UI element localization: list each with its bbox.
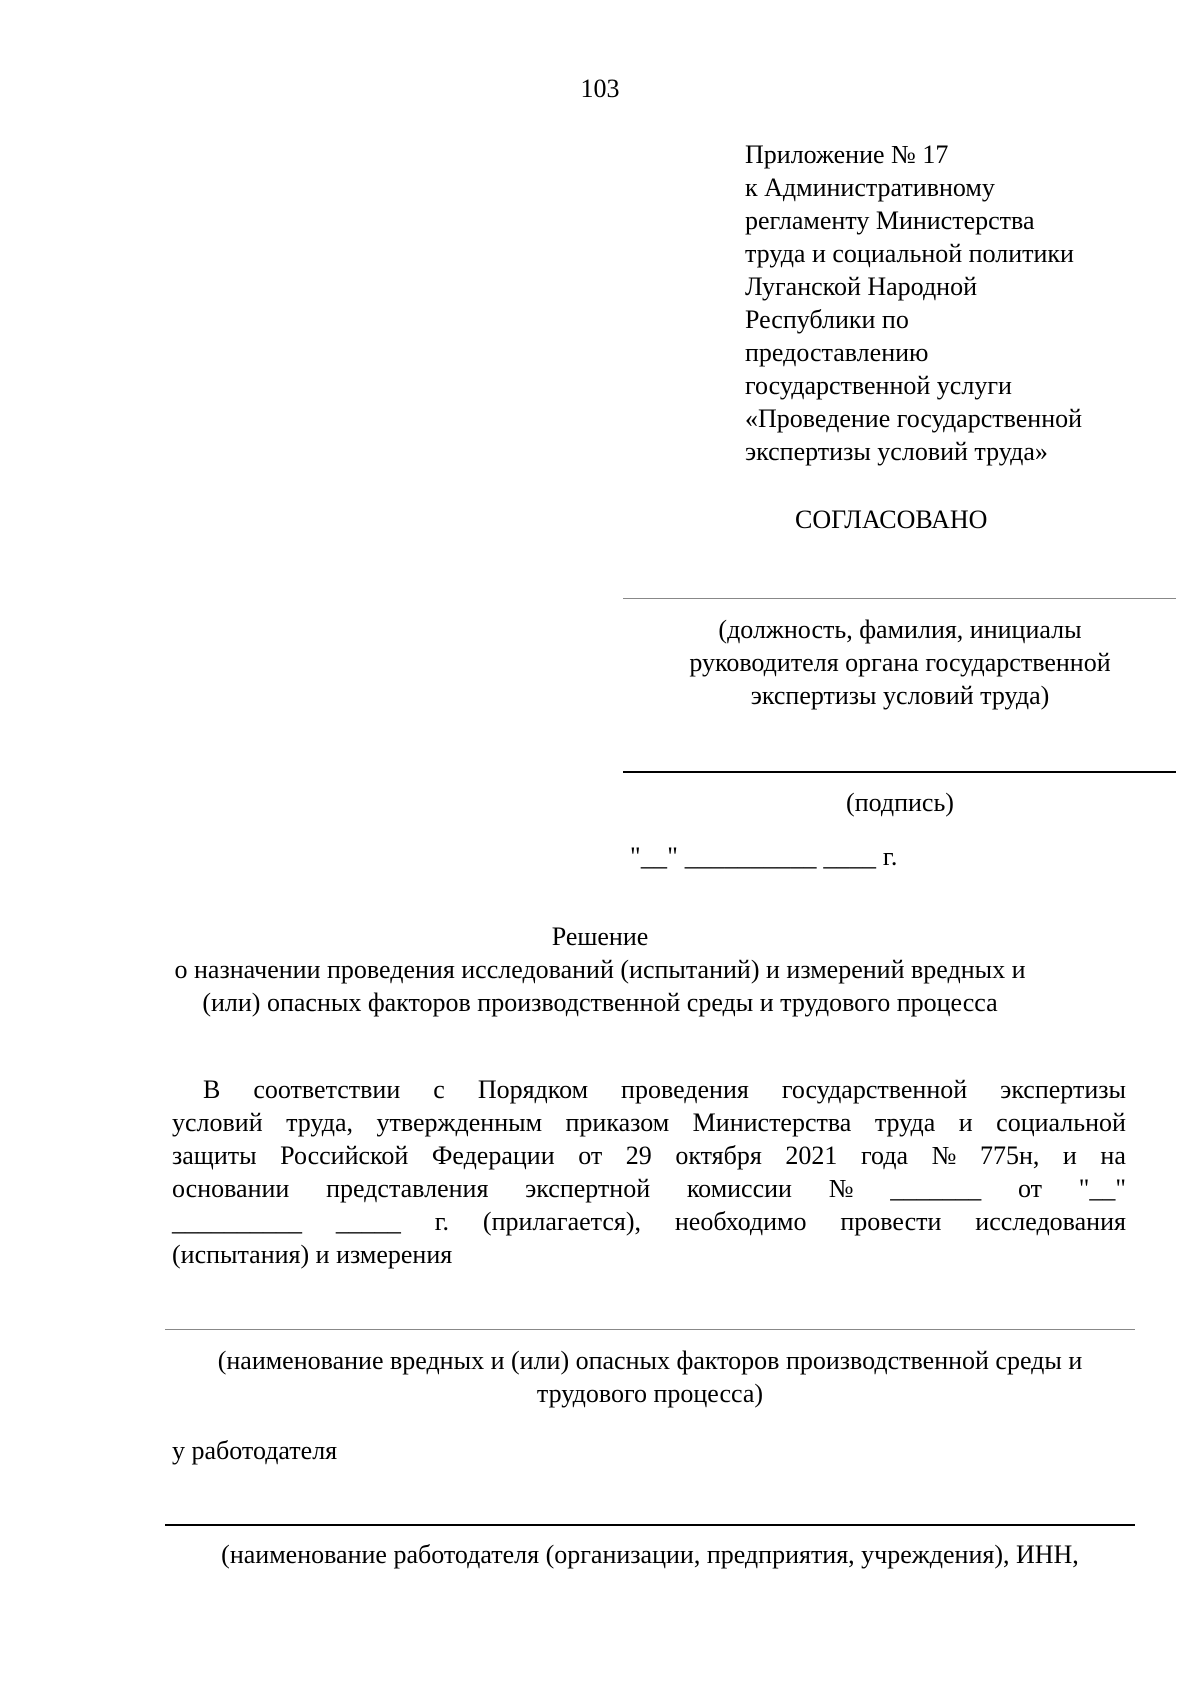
body-word: Порядком bbox=[477, 1075, 589, 1104]
body-word: г. bbox=[434, 1207, 450, 1236]
body-line bbox=[172, 1106, 1126, 1139]
body-word: 775н, bbox=[979, 1141, 1040, 1170]
signature-line bbox=[623, 771, 1176, 773]
body-word: соответствии bbox=[253, 1075, 401, 1104]
body-word: и bbox=[958, 1108, 973, 1137]
body-word: 2021 bbox=[785, 1141, 838, 1170]
body-word: основании bbox=[172, 1174, 290, 1203]
body-word: __________ bbox=[172, 1207, 302, 1236]
appendix-line: Приложение № 17 bbox=[745, 140, 949, 169]
head-caption-line: (должность, фамилия, инициалы bbox=[718, 615, 1082, 644]
body-word: октября bbox=[675, 1141, 762, 1170]
appendix-line: труда и социальной политики bbox=[745, 239, 1074, 268]
body-word: представления bbox=[326, 1174, 489, 1203]
body-word: проведения bbox=[621, 1075, 749, 1104]
body-word: (прилагается), bbox=[482, 1207, 641, 1236]
appendix-line: Республики по bbox=[745, 305, 909, 334]
appendix-line: Луганской Народной bbox=[745, 272, 977, 301]
factors-caption bbox=[165, 1344, 1135, 1410]
body-word: 29 bbox=[625, 1141, 652, 1170]
body-word: условий bbox=[172, 1108, 263, 1137]
body-word: _______ bbox=[890, 1174, 982, 1203]
body-line bbox=[172, 1073, 1126, 1106]
body-word: труда, bbox=[286, 1108, 354, 1137]
appendix-line: экспертизы условий труда» bbox=[745, 437, 1048, 466]
body-word: с bbox=[433, 1075, 445, 1104]
body-line bbox=[172, 1238, 1126, 1271]
factors-caption-line: (наименование вредных и (или) опасных факторов производственной среды и bbox=[217, 1346, 1083, 1375]
body-word: Министерства bbox=[692, 1108, 852, 1137]
factors-caption-line: трудового процесса) bbox=[536, 1379, 764, 1408]
body-word: государственной bbox=[781, 1075, 968, 1104]
body-word: № bbox=[828, 1174, 854, 1203]
appendix-header bbox=[745, 138, 1185, 468]
body-word: (испытания) и измерения bbox=[172, 1240, 453, 1269]
body-word: от bbox=[1017, 1174, 1043, 1203]
body-word: Российской bbox=[280, 1141, 409, 1170]
body-word: _____ bbox=[335, 1207, 401, 1236]
employer-line bbox=[165, 1524, 1135, 1526]
head-caption bbox=[625, 613, 1175, 712]
employer-label: у работодателя bbox=[172, 1436, 338, 1465]
body-word: "__" bbox=[1078, 1174, 1126, 1203]
body-word: приказом bbox=[565, 1108, 670, 1137]
head-caption-line: экспертизы условий труда) bbox=[750, 681, 1050, 710]
body-word: на bbox=[1100, 1141, 1126, 1170]
decision-body bbox=[172, 1073, 1126, 1271]
decision-heading bbox=[150, 920, 1050, 1019]
body-word: Федерации bbox=[431, 1141, 555, 1170]
body-word: исследования bbox=[975, 1207, 1126, 1236]
appendix-line: государственной услуги bbox=[745, 371, 1012, 400]
body-word: социальной bbox=[996, 1108, 1126, 1137]
body-line bbox=[172, 1205, 1126, 1238]
decision-title: Решение bbox=[551, 922, 649, 951]
page-number: 103 bbox=[580, 74, 620, 103]
approved-label: СОГЛАСОВАНО bbox=[795, 505, 988, 534]
body-word: экспертизы bbox=[1000, 1075, 1126, 1104]
signature-caption: (подпись) bbox=[846, 788, 954, 817]
appendix-line: к Административному bbox=[745, 173, 995, 202]
body-line bbox=[172, 1139, 1126, 1172]
body-word: от bbox=[578, 1141, 603, 1170]
appendix-line: регламенту Министерства bbox=[745, 206, 1035, 235]
factors-line bbox=[165, 1329, 1135, 1330]
head-caption-line: руководителя органа государственной bbox=[689, 648, 1111, 677]
body-word: В bbox=[203, 1075, 221, 1104]
decision-subtitle-line: (или) опасных факторов производственной среды и трудового процесса bbox=[202, 988, 998, 1017]
employer-caption: (наименование работодателя (организации, предприятия, учреждения), ИНН, bbox=[221, 1540, 1079, 1569]
head-name-line bbox=[623, 598, 1176, 599]
body-word: труда bbox=[874, 1108, 936, 1137]
body-word: утвержденным bbox=[376, 1108, 543, 1137]
body-line bbox=[172, 1172, 1126, 1205]
body-word: защиты bbox=[172, 1141, 257, 1170]
approval-date-line: "__" __________ ____ г. bbox=[630, 842, 898, 871]
decision-subtitle-line: о назначении проведения исследований (испытаний) и измерений вредных и bbox=[174, 955, 1026, 984]
appendix-line: предоставлению bbox=[745, 338, 929, 367]
appendix-line: «Проведение государственной bbox=[745, 404, 1083, 433]
body-word: № bbox=[931, 1141, 957, 1170]
body-word: экспертной bbox=[525, 1174, 651, 1203]
body-word: комиссии bbox=[686, 1174, 792, 1203]
body-word: и bbox=[1062, 1141, 1077, 1170]
body-word: года bbox=[860, 1141, 908, 1170]
body-word: провести bbox=[840, 1207, 942, 1236]
body-word: необходимо bbox=[674, 1207, 807, 1236]
